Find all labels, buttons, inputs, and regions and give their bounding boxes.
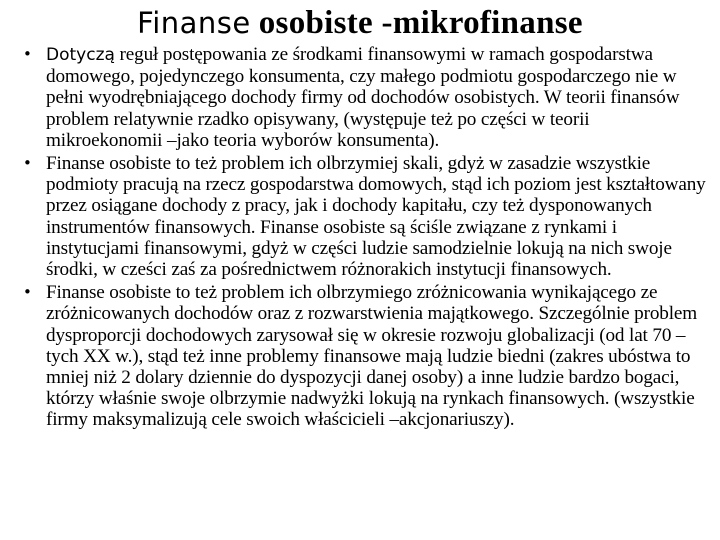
bullet-icon: •	[23, 45, 32, 63]
bullet-lead: Dotyczą	[46, 45, 115, 65]
slide-title-part2: osobiste -mikrofinanse	[258, 5, 583, 41]
bullet-text: Finanse osobiste to też problem ich olbrzymiej skali, gdyż w zasadzie wszystkie podmioty pracują na rzecz gospodarstwa domowych, stąd ich poziom jest kształtowany przez osiągane dochody z pracy, jak i dochody kapitału, czy też dysponowanych instrumentów finansowych. Finanse osobiste są ściśle związane z rynkami i instytucjami finansowymi, gdyż w części ludzie samodzielnie lokują na nich swoje środki, w cześci zaś za pośrednictwem różnorakich instytucji finansowych.	[46, 153, 706, 281]
bullet-item	[0, 282, 720, 430]
slide-title-part1: Finanse	[137, 6, 251, 40]
bullet-item	[0, 44, 720, 151]
slide-title	[0, 2, 720, 43]
bullet-icon: •	[23, 154, 32, 173]
bullet-item	[0, 153, 720, 280]
bullet-icon: •	[23, 283, 32, 302]
bullet-list	[0, 44, 720, 433]
bullet-text: Finanse osobiste to też problem ich olbrzymiego zróżnicowania wynikającego ze zróżnicowanych dochodów oraz z rozwarstwienia majątkowego. Szczególnie problem dysproporcji dochodowych zarysował się w okresie rozwoju globalizacji (od lat 70 –tych XX w.), stąd też inne problemy finansowe mają ludzie biedni (zakres ubóstwa to mniej niż 2 dolary dziennie do dyspozycji danej osoby) a inne ludzie bardzo bogaci, którzy właśnie swoje olbrzymie nadwyżki lokują na rynkach finansowych. (wszystkie firmy maksymalizują cele swoich właścicieli –akcjonariuszy).	[46, 282, 698, 431]
bullet-text: reguł postępowania ze środkami finansowymi w ramach gospodarstwa domowego, pojedynczego konsumenta, czy małego podmiotu gospodarczego nie w pełni wyodrębniającego dochody firmy od dochodów osobistych. W teorii finansów problem relatywnie rzadko opisywany, (występuje też po części w teorii mikroekonomii –jako teoria wyborów konsumenta).	[46, 44, 680, 151]
